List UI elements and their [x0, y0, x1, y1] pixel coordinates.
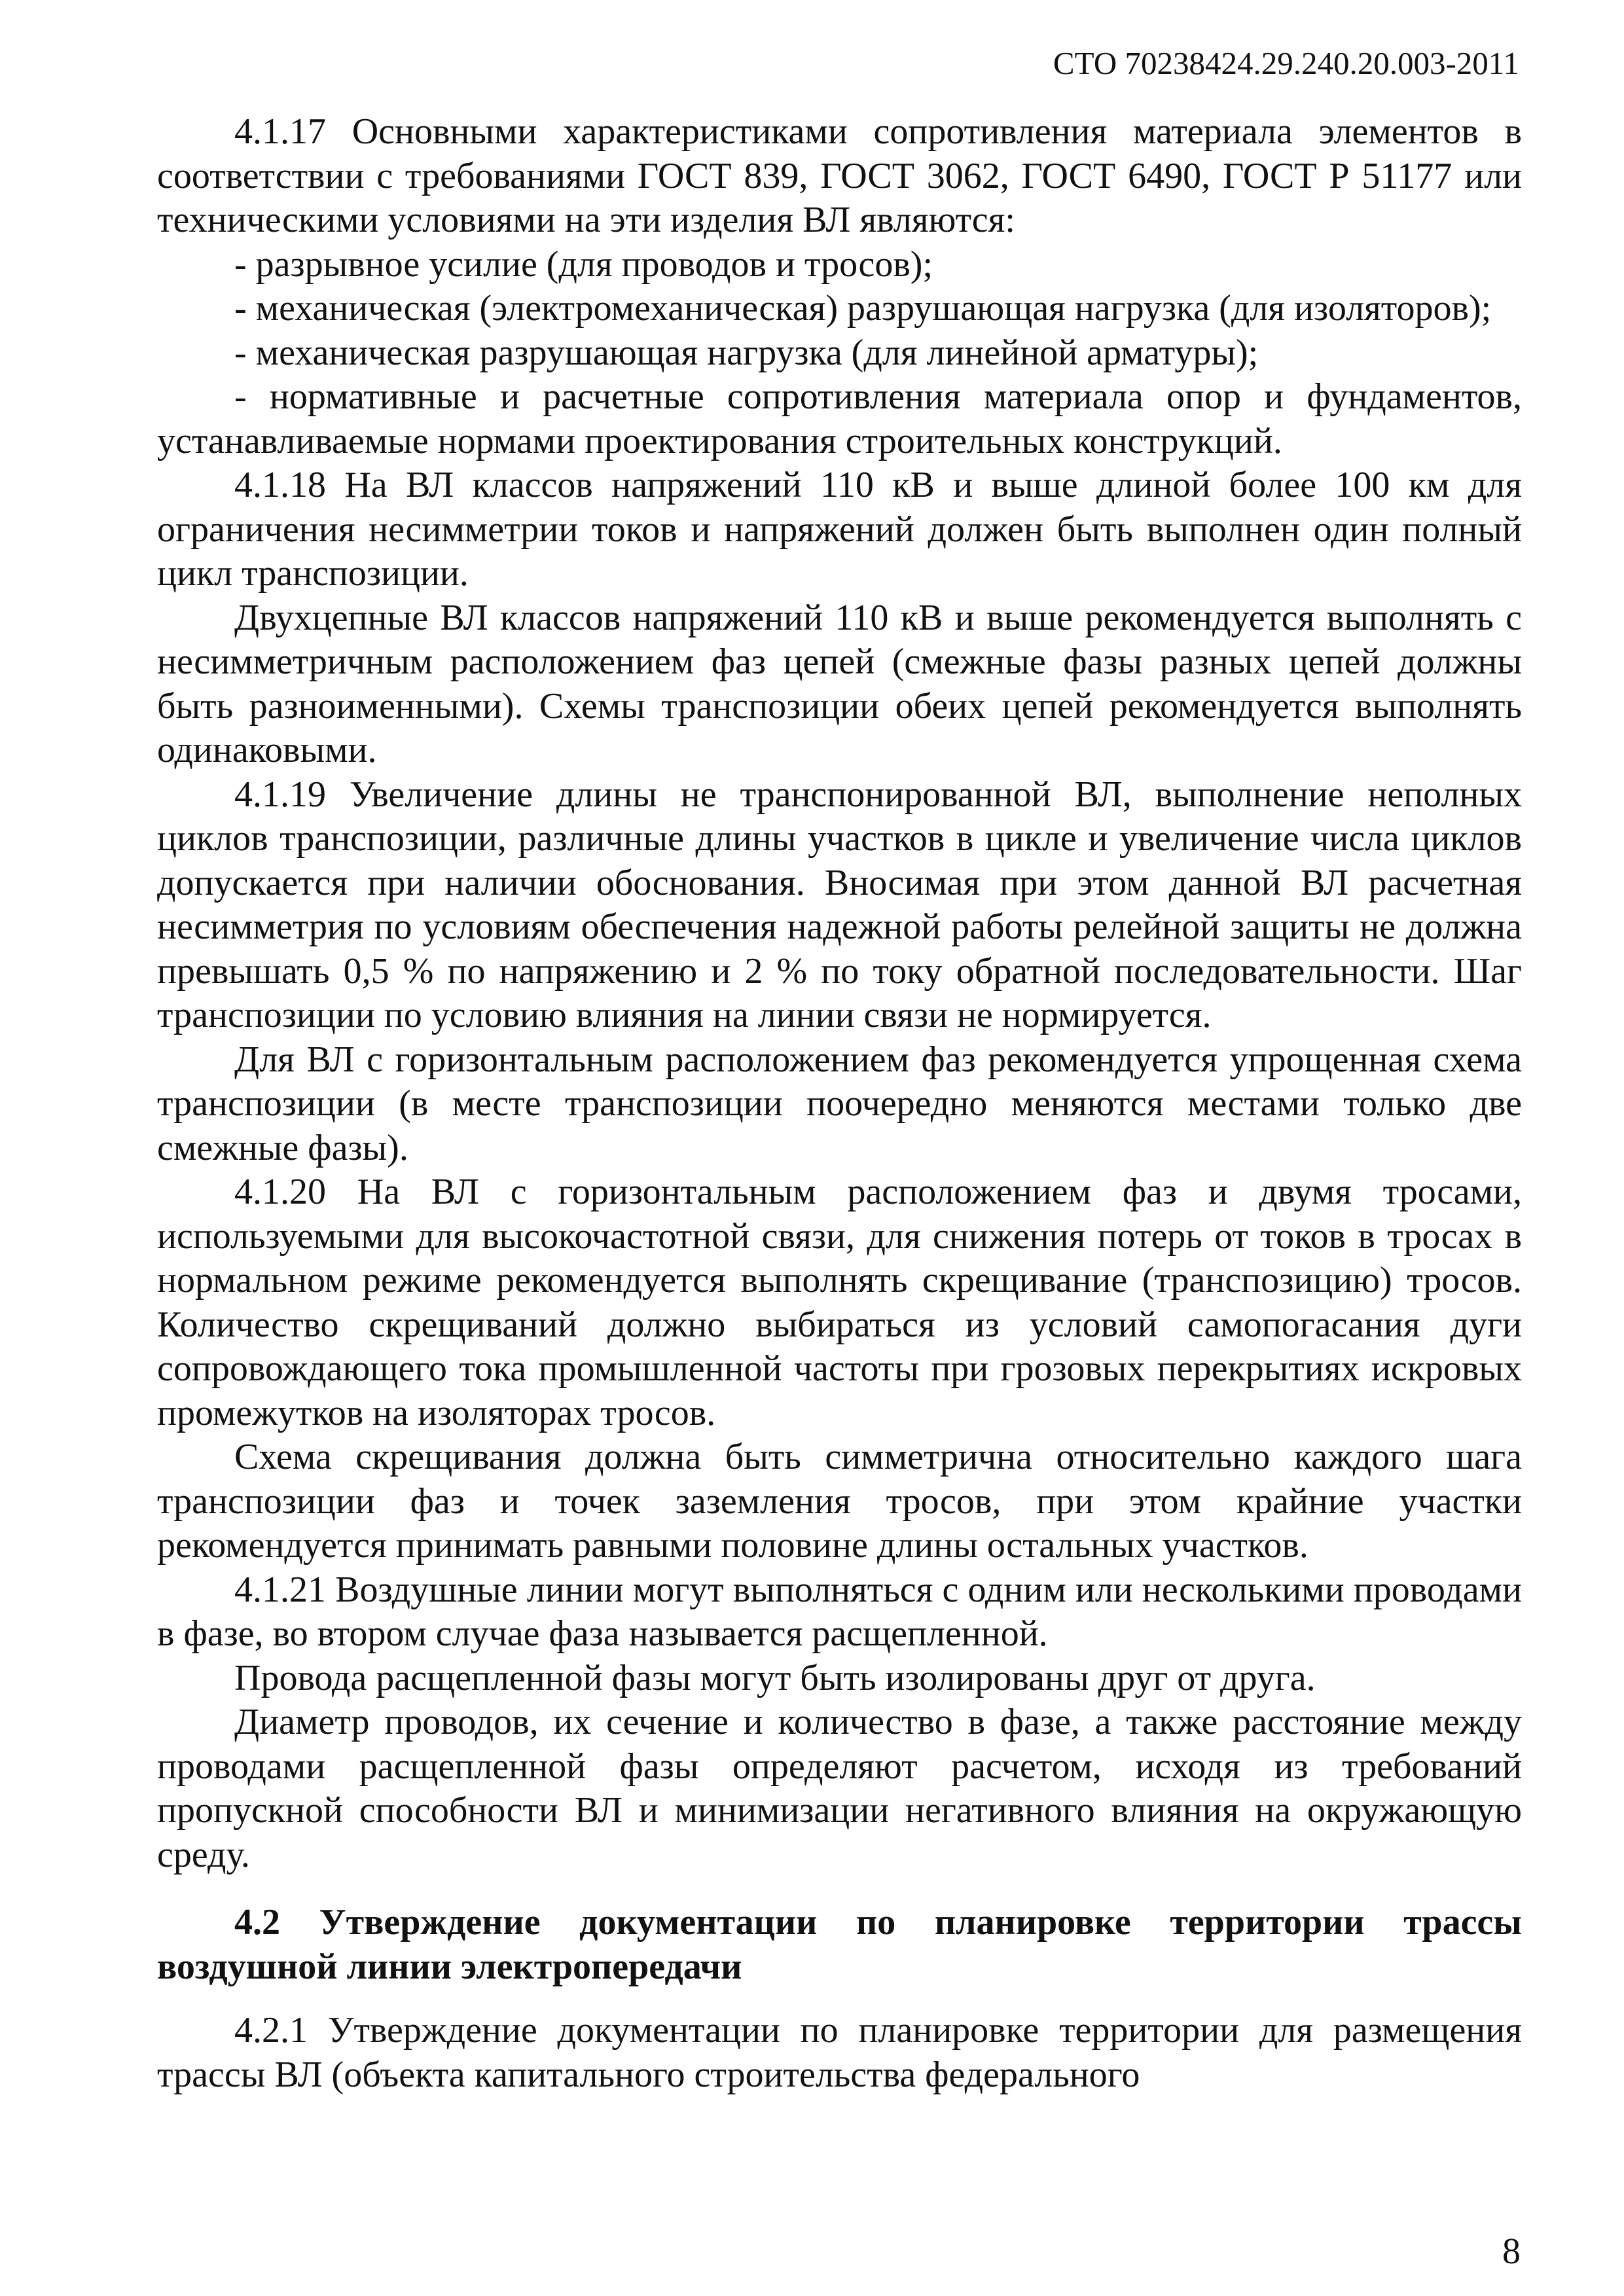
list-item-insulator-load: - механическая (электромеханическая) разрушающая нагрузка (для изоляторов); [234, 288, 1492, 329]
paragraph-4-2-1: 4.2.1 Утверждение документации по планировке территории для размещения трассы ВЛ (объекта капитального строительства федерального [157, 2010, 1522, 2095]
paragraph-4-1-20: 4.1.20 На ВЛ с горизонтальным расположением фаз и двумя тросами, используемыми для высокочастотной связи, для снижения потерь от токов в тросах в нормальном режиме рекомендуется выполнять скрещивание (транспозицию) тросов. Количество скрещиваний должно выбираться из условий самопогасания дуги сопровождающего тока промышленной частоты при грозовых перекрытиях искровых промежутков на изоляторах тросов. [157, 1172, 1522, 1433]
paragraph-4-1-21: 4.1.21 Воздушные линии могут выполняться с одним или несколькими проводами в фазе, во втором случае фаза называется расщепленной. [157, 1569, 1522, 1654]
section-heading-4-2: 4.2 Утверждение документации по планировке территории трассы воздушной линии электропередачи [157, 1902, 1522, 1987]
paragraph-split-phase-wires: Провода расщепленной фазы могут быть изолированы друг от друга. [234, 1657, 1316, 1698]
list-item-fitting-load: - механическая разрушающая нагрузка (для линейной арматуры); [234, 332, 1259, 373]
paragraph-4-1-18: 4.1.18 На ВЛ классов напряжений 110 кВ и выше длиной более 100 км для ограничения несимметрии токов и напряжений должен быть выполнен один полный цикл транспозиции. [157, 465, 1522, 594]
paragraph-4-1-19: 4.1.19 Увеличение длины не транспонированной ВЛ, выполнение неполных циклов транспозиции, различные длины участков в цикле и увеличение числа циклов допускается при наличии обоснования. Вносимая при этом данной ВЛ расчетная несимметрия по условиям обеспечения надежной работы релейной защиты не должна превышать 0,5 % по напряжению и 2 % по току обратной последовательности. Шаг транспозиции по условию влияния на линии связи не нормируется. [157, 774, 1522, 1035]
paragraph-4-1-17: 4.1.17 Основными характеристиками сопротивления материала элементов в соответствии с требованиями ГОСТ 839, ГОСТ 3062, ГОСТ 6490, ГОСТ Р 51177 или техническими условиями на эти изделия ВЛ являются: [157, 111, 1522, 240]
page-number: 8 [1502, 2231, 1521, 2272]
list-item-material-resistance: - нормативные и расчетные сопротивления материала опор и фундаментов, устанавливаемые нормами проектирования строительных конструкций. [157, 376, 1522, 461]
paragraph-simplified-transposition: Для ВЛ с горизонтальным расположением фаз рекомендуется упрощенная схема транспозиции (в месте транспозиции поочередно меняются местами только две смежные фазы). [157, 1039, 1522, 1168]
document-body [157, 110, 1522, 2097]
paragraph-double-circuit: Двухцепные ВЛ классов напряжений 110 кВ и выше рекомендуется выполнять с несимметричным расположением фаз цепей (смежные фазы разных цепей должны быть разноименными). Схемы транспозиции обеих цепей рекомендуется выполнять одинаковыми. [157, 597, 1522, 770]
paragraph-wire-diameter: Диаметр проводов, их сечение и количество в фазе, а также расстояние между проводами расщепленной фазы определяют расчетом, исходя из требований пропускной способности ВЛ и минимизации негативного влияния на окружающую среду. [157, 1702, 1522, 1875]
document-code: СТО 70238424.29.240.20.003-2011 [1053, 45, 1519, 81]
list-item-breaking-force: - разрывное усилие (для проводов и тросов); [234, 243, 933, 285]
paragraph-crossing-scheme: Схема скрещивания должна быть симметрична относительно каждого шага транспозиции фаз и точек заземления тросов, при этом крайние участки рекомендуется принимать равными половине длины остальных участков. [157, 1437, 1522, 1566]
